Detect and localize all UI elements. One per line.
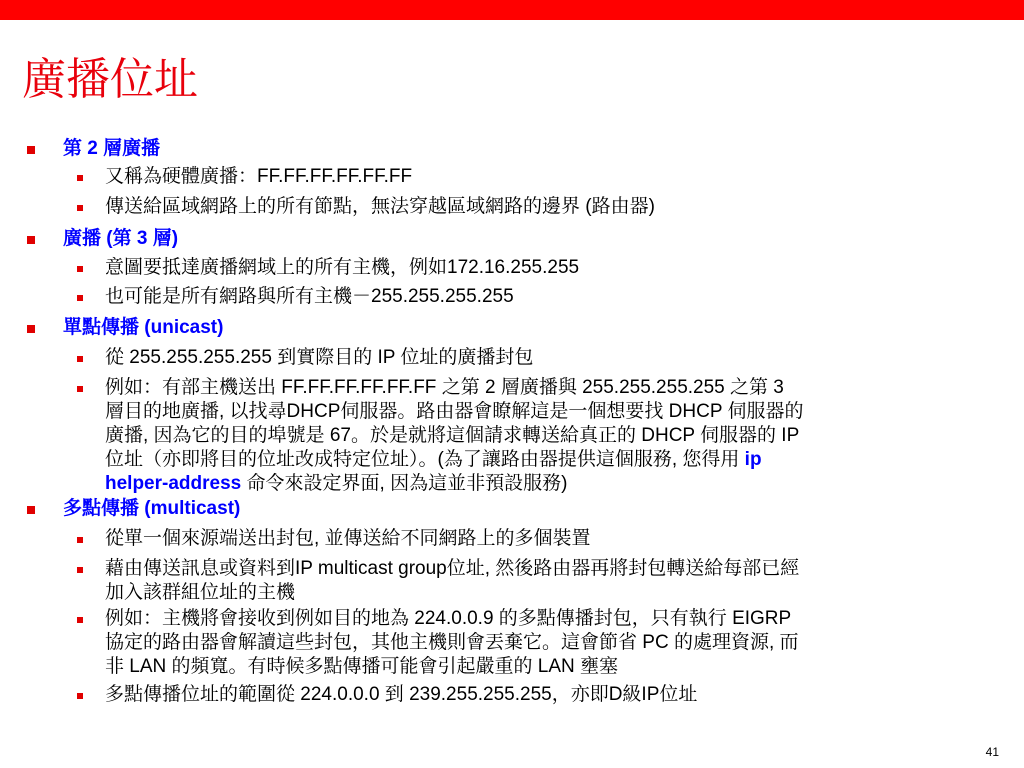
bullet-icon <box>27 236 35 244</box>
item-text-line: 非 LAN 的頻寬。有時候多點傳播可能會引起嚴重的 LAN 壅塞 <box>105 656 619 677</box>
bullet-icon <box>77 567 83 573</box>
item-text: 傳送給區域網路上的所有節點，無法穿越區域網路的邊界 (路由器) <box>105 196 655 217</box>
bullet-icon <box>77 205 83 211</box>
bullet-icon <box>27 325 35 333</box>
item-text: 廣播 (第 3 層) <box>63 228 179 249</box>
bullet-icon <box>77 175 83 181</box>
bullet-icon <box>27 506 35 514</box>
bullet-icon <box>77 537 83 543</box>
bullet-icon <box>77 356 83 362</box>
bullet-icon <box>27 146 35 154</box>
helper-address-keyword: helper-address <box>105 473 242 494</box>
item-text-segment: 位址（亦即將目的位址改成特定位址）。(為了讓路由器提供這個服務, 您得用 <box>105 449 745 470</box>
item-text: 從單一個來源端送出封包, 並傳送給不同網路上的多個裝置 <box>105 528 591 549</box>
item-text: 多點傳播位址的範圍從 224.0.0.0 到 239.255.255.255，亦即D級IP位址 <box>105 684 698 705</box>
item-text-line <box>105 471 567 497</box>
bullet-icon <box>77 266 83 272</box>
item-text: 又稱為硬體廣播：FF.FF.FF.FF.FF.FF <box>105 166 413 187</box>
slide-title: 廣播位址 <box>22 54 198 105</box>
item-text: 意圖要抵達廣播網域上的所有主機，例如172.16.255.255 <box>105 257 580 278</box>
item-text: 多點傳播 (multicast) <box>63 498 241 519</box>
item-text-line: 層目的地廣播, 以找尋DHCP伺服器。路由器會瞭解這是一個想要找 DHCP 伺服器的 <box>105 401 804 422</box>
item-text: 從 255.255.255.255 到實際目的 IP 位址的廣播封包 <box>105 347 534 368</box>
bullet-icon <box>77 386 83 392</box>
page-number: 41 <box>985 745 999 759</box>
item-text-line: 廣播, 因為它的目的埠號是 67。於是就將這個請求轉送給真正的 DHCP 伺服器的 IP <box>105 425 800 446</box>
bullet-icon <box>77 295 83 301</box>
item-text: 也可能是所有網路與所有主機－255.255.255.255 <box>105 286 514 307</box>
item-text-line: 例如：主機將會接收到例如目的地為 224.0.0.9 的多點傳播封包，只有執行 EIGRP <box>105 608 792 629</box>
bullet-icon <box>77 617 83 623</box>
item-text-line: 例如：有部主機送出 FF.FF.FF.FF.FF.FF 之第 2 層廣播與 255.255.255.255 之第 3 <box>105 377 784 398</box>
item-text: 第 2 層廣播 <box>63 138 161 159</box>
ip-keyword: ip <box>744 449 762 470</box>
item-text-segment: 命令來設定界面, 因為這並非預設服務) <box>241 473 568 494</box>
item-text-line: 協定的路由器會解讀這些封包，其他主機則會丟棄它。這會節省 PC 的處理資源, 而 <box>105 632 799 653</box>
bullet-icon <box>77 693 83 699</box>
item-text-line: 藉由傳送訊息或資料到IP multicast group位址, 然後路由器再將封包轉送給每部已經 <box>105 558 800 579</box>
item-text: 單點傳播 (unicast) <box>63 317 224 338</box>
item-text-line <box>105 447 762 473</box>
item-text-line: 加入該群組位址的主機 <box>105 582 296 603</box>
